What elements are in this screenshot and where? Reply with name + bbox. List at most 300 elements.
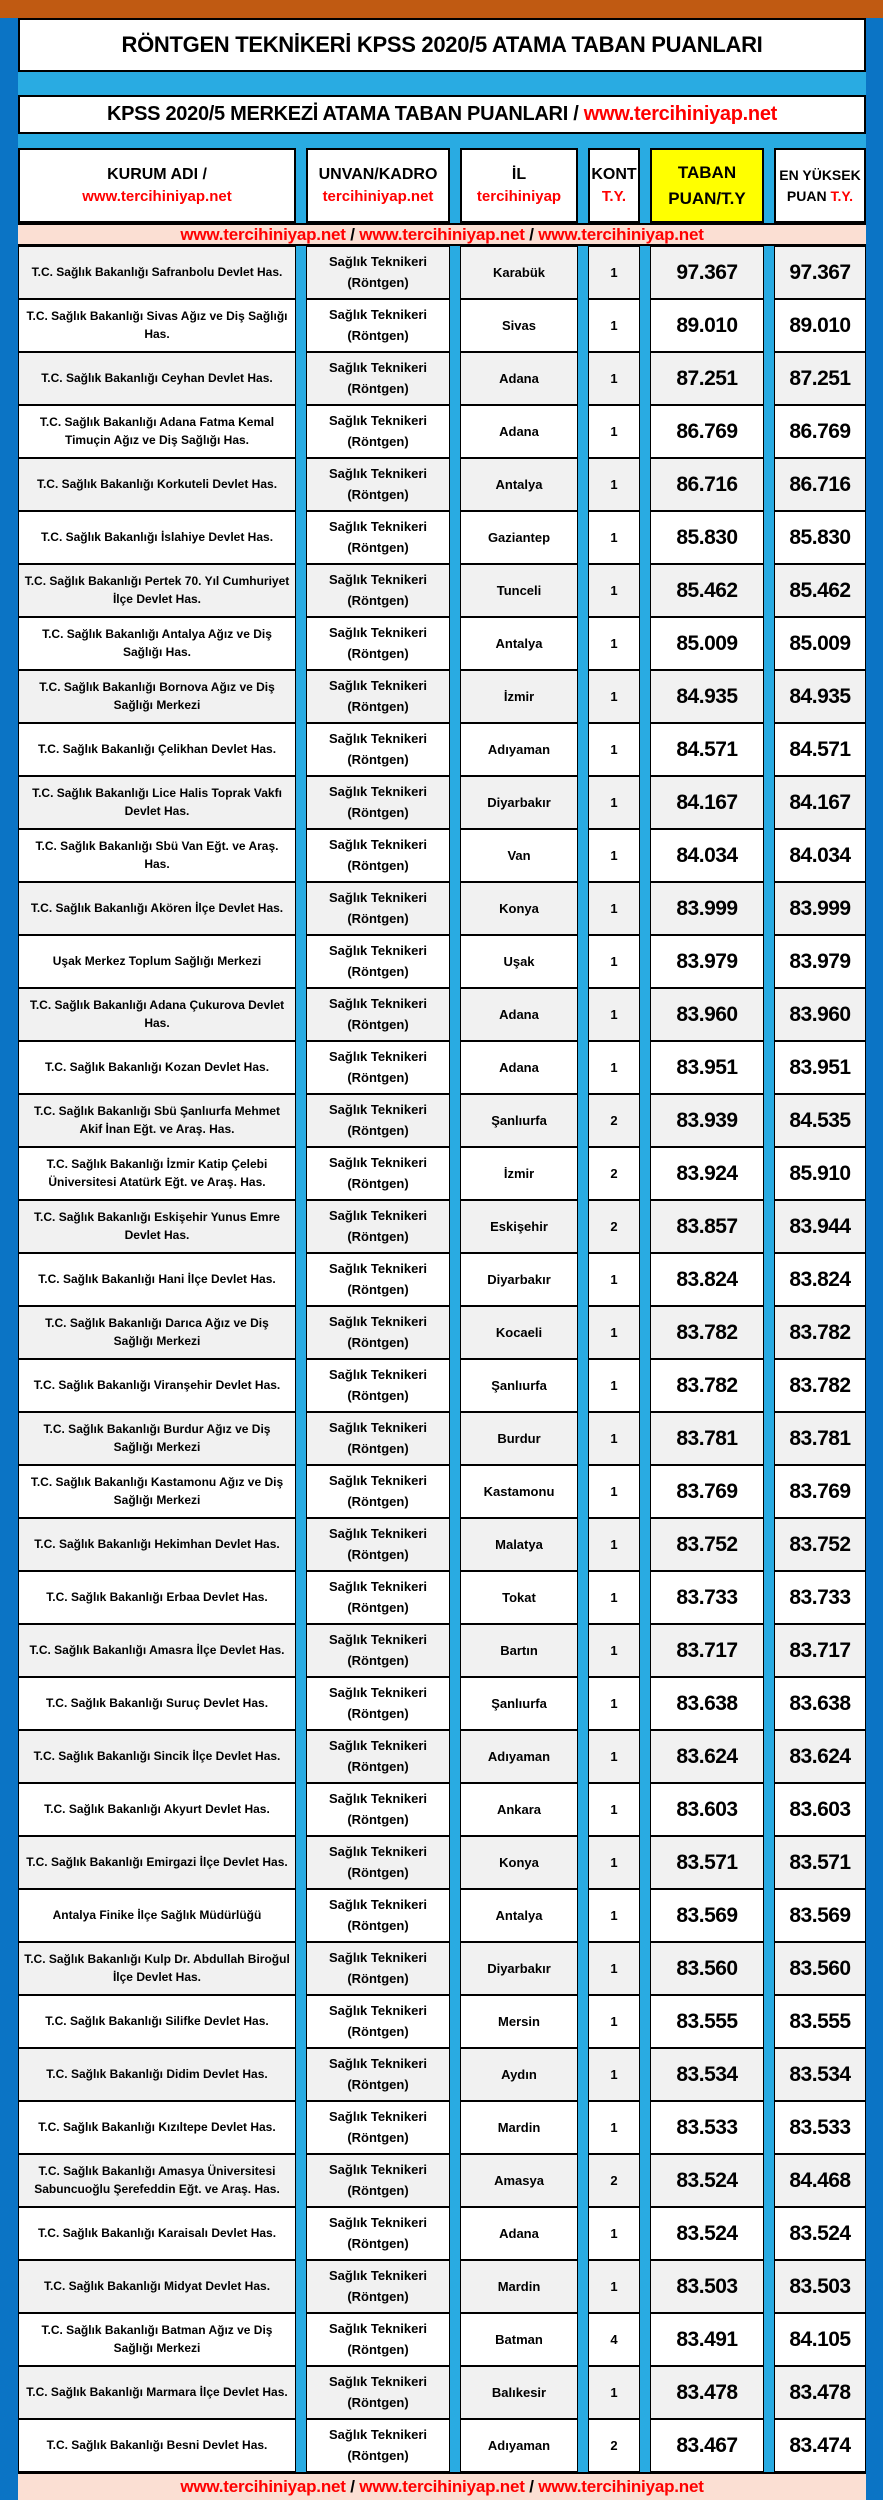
header-il [460, 148, 578, 223]
il-cell: Eskişehir [460, 1200, 578, 1253]
en-yuksek-puan-cell: 84.167 [774, 776, 866, 829]
kurum-cell: Uşak Merkez Toplum Sağlığı Merkezi [18, 935, 296, 988]
unvan-line1: Sağlık Teknikeri [328, 1102, 428, 1118]
kurum-cell: T.C. Sağlık Bakanlığı Hekimhan Devlet Has. [18, 1518, 296, 1571]
kont-cell: 1 [588, 1730, 640, 1783]
taban-puan-cell: 83.781 [650, 1412, 764, 1465]
unvan-cell [306, 511, 450, 564]
header-kont-ty: T.Y. [601, 188, 627, 206]
kurum-cell: T.C. Sağlık Bakanlığı Suruç Devlet Has. [18, 1677, 296, 1730]
unvan-cell [306, 1942, 450, 1995]
il-cell: Antalya [460, 1889, 578, 1942]
unvan-line2: (Röntgen) [347, 539, 409, 555]
taban-puan-cell: 83.571 [650, 1836, 764, 1889]
unvan-line2: (Röntgen) [347, 327, 409, 343]
unvan-cell [306, 564, 450, 617]
kurum-cell: T.C. Sağlık Bakanlığı Kızıltepe Devlet Has. [18, 2101, 296, 2154]
kurum-cell: T.C. Sağlık Bakanlığı Batman Ağız ve Diş Sağlığı Merkezi [18, 2313, 296, 2366]
unvan-line1: Sağlık Teknikeri [328, 1897, 428, 1913]
unvan-line1: Sağlık Teknikeri [328, 2374, 428, 2390]
kont-cell: 1 [588, 1571, 640, 1624]
unvan-line2: (Röntgen) [347, 2129, 409, 2145]
unvan-cell [306, 352, 450, 405]
table-row [18, 670, 866, 723]
taban-puan-cell: 86.769 [650, 405, 764, 458]
en-yuksek-puan-cell: 83.717 [774, 1624, 866, 1677]
table-row [18, 1995, 866, 2048]
il-cell: Uşak [460, 935, 578, 988]
kurum-cell: T.C. Sağlık Bakanlığı Amasya Üniversitesi Sabuncuoğlu Şerefeddin Eğt. ve Araş. Has. [18, 2154, 296, 2207]
en-yuksek-puan-cell: 87.251 [774, 352, 866, 405]
unvan-line1: Sağlık Teknikeri [328, 1844, 428, 1860]
taban-puan-cell: 85.462 [650, 564, 764, 617]
table-row [18, 246, 866, 299]
il-cell: Gaziantep [460, 511, 578, 564]
table-row [18, 1200, 866, 1253]
unvan-line1: Sağlık Teknikeri [328, 307, 428, 323]
unvan-line1: Sağlık Teknikeri [328, 784, 428, 800]
kurum-cell: T.C. Sağlık Bakanlığı Ceyhan Devlet Has. [18, 352, 296, 405]
il-cell: Mardin [460, 2101, 578, 2154]
unvan-line2: (Röntgen) [347, 1334, 409, 1350]
kurum-cell: T.C. Sağlık Bakanlığı Akyurt Devlet Has. [18, 1783, 296, 1836]
taban-puan-cell: 84.935 [650, 670, 764, 723]
taban-puan-cell: 84.034 [650, 829, 764, 882]
il-cell: İzmir [460, 670, 578, 723]
unvan-cell [306, 1677, 450, 1730]
unvan-line1: Sağlık Teknikeri [328, 1420, 428, 1436]
en-yuksek-puan-cell: 85.462 [774, 564, 866, 617]
subtitle-link[interactable]: www.tercihiniyap.net [583, 103, 778, 125]
left-blue-border [0, 18, 18, 2500]
unvan-line1: Sağlık Teknikeri [328, 1261, 428, 1277]
unvan-line1: Sağlık Teknikeri [328, 360, 428, 376]
kurum-cell: T.C. Sağlık Bakanlığı Lice Halis Toprak Vakfı Devlet Has. [18, 776, 296, 829]
table-row [18, 1677, 866, 1730]
en-yuksek-puan-cell: 83.979 [774, 935, 866, 988]
en-yuksek-puan-cell: 83.769 [774, 1465, 866, 1518]
kont-cell: 1 [588, 1783, 640, 1836]
taban-puan-cell: 83.951 [650, 1041, 764, 1094]
unvan-cell [306, 1624, 450, 1677]
kont-cell: 1 [588, 511, 640, 564]
url-bar-top [18, 223, 866, 246]
taban-puan-cell: 87.251 [650, 352, 764, 405]
en-yuksek-puan-cell: 85.830 [774, 511, 866, 564]
taban-puan-cell: 83.769 [650, 1465, 764, 1518]
url-link-3[interactable]: www.tercihiniyap.net [538, 224, 704, 244]
unvan-cell [306, 1889, 450, 1942]
taban-puan-cell: 83.924 [650, 1147, 764, 1200]
taban-puan-cell: 83.524 [650, 2207, 764, 2260]
unvan-line1: Sağlık Teknikeri [328, 2056, 428, 2072]
il-cell: Şanlıurfa [460, 1677, 578, 1730]
il-cell: Burdur [460, 1412, 578, 1465]
url-link-1[interactable]: www.tercihiniyap.net [180, 224, 346, 244]
taban-puan-cell: 83.960 [650, 988, 764, 1041]
table-row [18, 405, 866, 458]
kurum-cell: T.C. Sağlık Bakanlığı İzmir Katip Çelebi Üniversitesi Atatürk Eğt. ve Araş. Has. [18, 1147, 296, 1200]
kurum-cell: T.C. Sağlık Bakanlığı Hani İlçe Devlet Has. [18, 1253, 296, 1306]
unvan-line1: Sağlık Teknikeri [328, 943, 428, 959]
kurum-cell: T.C. Sağlık Bakanlığı Amasra İlçe Devlet Has. [18, 1624, 296, 1677]
header-kurum-link[interactable]: www.tercihiniyap.net [82, 188, 232, 206]
kurum-cell: T.C. Sağlık Bakanlığı Adana Çukurova Devlet Has. [18, 988, 296, 1041]
unvan-line1: Sağlık Teknikeri [328, 1526, 428, 1542]
il-cell: Antalya [460, 458, 578, 511]
header-yuksek-puan: PUAN [786, 187, 831, 204]
page-title: RÖNTGEN TEKNİKERİ KPSS 2020/5 ATAMA TABAN PUANLARI [18, 18, 866, 72]
unvan-line2: (Röntgen) [347, 1069, 409, 1085]
kurum-cell: T.C. Sağlık Bakanlığı Emirgazi İlçe Devlet Has. [18, 1836, 296, 1889]
kont-cell: 2 [588, 1094, 640, 1147]
header-il-label: İL [511, 166, 527, 184]
unvan-line1: Sağlık Teknikeri [328, 1685, 428, 1701]
unvan-line2: (Röntgen) [347, 1599, 409, 1615]
kont-cell: 1 [588, 1306, 640, 1359]
taban-puan-cell: 83.979 [650, 935, 764, 988]
table-row [18, 829, 866, 882]
unvan-line1: Sağlık Teknikeri [328, 1314, 428, 1330]
unvan-cell [306, 988, 450, 1041]
taban-puan-cell: 86.716 [650, 458, 764, 511]
kurum-cell: T.C. Sağlık Bakanlığı Kastamonu Ağız ve Diş Sağlığı Merkezi [18, 1465, 296, 1518]
url-separator-2: / [524, 224, 539, 244]
kurum-cell: T.C. Sağlık Bakanlığı Kozan Devlet Has. [18, 1041, 296, 1094]
table-row [18, 1571, 866, 1624]
unvan-line2: (Röntgen) [347, 2235, 409, 2251]
table-row [18, 723, 866, 776]
kont-cell: 1 [588, 1889, 640, 1942]
unvan-line1: Sağlık Teknikeri [328, 2215, 428, 2231]
taban-puan-cell: 83.939 [650, 1094, 764, 1147]
en-yuksek-puan-cell: 83.555 [774, 1995, 866, 2048]
kont-cell: 2 [588, 1200, 640, 1253]
blue-strip-middle [18, 134, 866, 148]
kurum-cell: T.C. Sağlık Bakanlığı Akören İlçe Devlet Has. [18, 882, 296, 935]
unvan-cell [306, 1730, 450, 1783]
il-cell: Ankara [460, 1783, 578, 1836]
en-yuksek-puan-cell: 84.105 [774, 2313, 866, 2366]
unvan-line2: (Röntgen) [347, 1493, 409, 1509]
taban-puan-cell: 85.009 [650, 617, 764, 670]
unvan-cell [306, 458, 450, 511]
unvan-line1: Sağlık Teknikeri [328, 837, 428, 853]
taban-puan-cell: 83.555 [650, 1995, 764, 2048]
taban-puan-cell: 83.717 [650, 1624, 764, 1677]
unvan-line2: (Röntgen) [347, 1122, 409, 1138]
unvan-line2: (Röntgen) [347, 751, 409, 767]
taban-puan-cell: 83.624 [650, 1730, 764, 1783]
taban-puan-cell: 85.830 [650, 511, 764, 564]
kont-cell: 1 [588, 405, 640, 458]
table-row [18, 1889, 866, 1942]
table-row [18, 511, 866, 564]
unvan-cell [306, 1200, 450, 1253]
table-row [18, 2048, 866, 2101]
il-cell: Karabük [460, 246, 578, 299]
unvan-line1: Sağlık Teknikeri [328, 2427, 428, 2443]
kont-cell: 2 [588, 2154, 640, 2207]
table-row [18, 1253, 866, 1306]
unvan-cell [306, 2207, 450, 2260]
il-cell: Van [460, 829, 578, 882]
il-cell: Adana [460, 988, 578, 1041]
unvan-line1: Sağlık Teknikeri [328, 2321, 428, 2337]
unvan-cell [306, 829, 450, 882]
unvan-line2: (Röntgen) [347, 1175, 409, 1191]
url-separator-4: / [524, 2477, 539, 2496]
unvan-line1: Sağlık Teknikeri [328, 2268, 428, 2284]
url-link-4[interactable]: www.tercihiniyap.net [180, 2477, 346, 2496]
unvan-line1: Sağlık Teknikeri [328, 731, 428, 747]
header-kont-label: KONT [591, 166, 637, 184]
table-row [18, 1359, 866, 1412]
unvan-line2: (Röntgen) [347, 274, 409, 290]
unvan-cell [306, 935, 450, 988]
il-cell: Diyarbakır [460, 776, 578, 829]
il-cell: Sivas [460, 299, 578, 352]
taban-puan-cell: 83.534 [650, 2048, 764, 2101]
en-yuksek-puan-cell: 86.769 [774, 405, 866, 458]
kurum-cell: T.C. Sağlık Bakanlığı Antalya Ağız ve Diş Sağlığı Has. [18, 617, 296, 670]
unvan-cell [306, 1995, 450, 2048]
en-yuksek-puan-cell: 83.560 [774, 1942, 866, 1995]
unvan-line1: Sağlık Teknikeri [328, 413, 428, 429]
en-yuksek-puan-cell: 84.034 [774, 829, 866, 882]
unvan-cell [306, 1094, 450, 1147]
il-cell: Tunceli [460, 564, 578, 617]
unvan-line1: Sağlık Teknikeri [328, 2109, 428, 2125]
taban-puan-cell: 83.638 [650, 1677, 764, 1730]
table-row [18, 2419, 866, 2472]
unvan-line1: Sağlık Teknikeri [328, 2162, 428, 2178]
en-yuksek-puan-cell: 83.960 [774, 988, 866, 1041]
kont-cell: 4 [588, 2313, 640, 2366]
unvan-cell [306, 1306, 450, 1359]
unvan-cell [306, 882, 450, 935]
kont-cell: 1 [588, 1465, 640, 1518]
il-cell: Adana [460, 1041, 578, 1094]
unvan-line2: (Röntgen) [347, 1440, 409, 1456]
kurum-cell: T.C. Sağlık Bakanlığı Bornova Ağız ve Diş Sağlığı Merkezi [18, 670, 296, 723]
table-row [18, 617, 866, 670]
en-yuksek-puan-cell: 86.716 [774, 458, 866, 511]
kont-cell: 1 [588, 988, 640, 1041]
kurum-cell: T.C. Sağlık Bakanlığı Sbü Şanlıurfa Mehmet Akif İnan Eğt. ve Araş. Has. [18, 1094, 296, 1147]
taban-puan-cell: 97.367 [650, 246, 764, 299]
unvan-cell [306, 617, 450, 670]
unvan-line2: (Röntgen) [347, 1758, 409, 1774]
unvan-line1: Sağlık Teknikeri [328, 1579, 428, 1595]
url-link-2[interactable]: www.tercihiniyap.net [359, 224, 525, 244]
kont-cell: 1 [588, 723, 640, 776]
unvan-line2: (Röntgen) [347, 2076, 409, 2092]
unvan-line2: (Röntgen) [347, 2023, 409, 2039]
unvan-line1: Sağlık Teknikeri [328, 1791, 428, 1807]
unvan-line1: Sağlık Teknikeri [328, 1155, 428, 1171]
unvan-line2: (Röntgen) [347, 2447, 409, 2463]
unvan-line1: Sağlık Teknikeri [328, 1738, 428, 1754]
unvan-cell [306, 776, 450, 829]
taban-puan-cell: 83.478 [650, 2366, 764, 2419]
kont-cell: 1 [588, 1836, 640, 1889]
table-row [18, 2366, 866, 2419]
header-kurum-label: KURUM ADI / [107, 166, 207, 184]
unvan-line2: (Röntgen) [347, 910, 409, 926]
kurum-cell: T.C. Sağlık Bakanlığı Adana Fatma Kemal Timuçin Ağız ve Diş Sağlığı Has. [18, 405, 296, 458]
il-cell: Adıyaman [460, 1730, 578, 1783]
kont-cell: 1 [588, 299, 640, 352]
unvan-cell [306, 1041, 450, 1094]
taban-puan-cell: 83.491 [650, 2313, 764, 2366]
unvan-line1: Sağlık Teknikeri [328, 1208, 428, 1224]
header-il-link[interactable]: tercihiniyap [476, 188, 562, 206]
unvan-line2: (Röntgen) [347, 645, 409, 661]
taban-puan-cell: 83.999 [650, 882, 764, 935]
kurum-cell: T.C. Sağlık Bakanlığı Eskişehir Yunus Emre Devlet Has. [18, 1200, 296, 1253]
kont-cell: 2 [588, 2419, 640, 2472]
kont-cell: 1 [588, 1677, 640, 1730]
il-cell: Aydın [460, 2048, 578, 2101]
kurum-cell: T.C. Sağlık Bakanlığı İslahiye Devlet Has. [18, 511, 296, 564]
unvan-line1: Sağlık Teknikeri [328, 572, 428, 588]
il-cell: Adana [460, 2207, 578, 2260]
en-yuksek-puan-cell: 83.533 [774, 2101, 866, 2154]
en-yuksek-puan-cell: 83.782 [774, 1306, 866, 1359]
url-link-5[interactable]: www.tercihiniyap.net [359, 2477, 525, 2496]
unvan-line2: (Röntgen) [347, 1016, 409, 1032]
right-blue-border [866, 18, 883, 2500]
il-cell: Amasya [460, 2154, 578, 2207]
kont-cell: 1 [588, 935, 640, 988]
url-link-6[interactable]: www.tercihiniyap.net [538, 2477, 704, 2496]
en-yuksek-puan-cell: 83.478 [774, 2366, 866, 2419]
unvan-cell [306, 2260, 450, 2313]
kurum-cell: Antalya Finike İlçe Sağlık Müdürlüğü [18, 1889, 296, 1942]
header-yuksek-ty: T.Y. [830, 187, 854, 204]
en-yuksek-puan-cell: 83.534 [774, 2048, 866, 2101]
table-row [18, 1836, 866, 1889]
kont-cell: 1 [588, 882, 640, 935]
table-row [18, 776, 866, 829]
table-row [18, 2260, 866, 2313]
en-yuksek-puan-cell: 84.468 [774, 2154, 866, 2207]
table-row [18, 1783, 866, 1836]
il-cell: Bartın [460, 1624, 578, 1677]
unvan-line2: (Röntgen) [347, 1917, 409, 1933]
il-cell: Konya [460, 1836, 578, 1889]
unvan-line2: (Röntgen) [347, 857, 409, 873]
unvan-line1: Sağlık Teknikeri [328, 1049, 428, 1065]
kurum-cell: T.C. Sağlık Bakanlığı Viranşehir Devlet Has. [18, 1359, 296, 1412]
header-yuksek-line1: EN YÜKSEK [779, 167, 861, 184]
unvan-cell [306, 1518, 450, 1571]
taban-puan-cell: 83.824 [650, 1253, 764, 1306]
taban-puan-cell: 89.010 [650, 299, 764, 352]
il-cell: Adana [460, 405, 578, 458]
il-cell: Konya [460, 882, 578, 935]
unvan-line2: (Röntgen) [347, 2288, 409, 2304]
unvan-line1: Sağlık Teknikeri [328, 1950, 428, 1966]
il-cell: İzmir [460, 1147, 578, 1200]
unvan-cell [306, 723, 450, 776]
table-row [18, 988, 866, 1041]
kont-cell: 2 [588, 1147, 640, 1200]
unvan-cell [306, 2419, 450, 2472]
taban-puan-cell: 83.467 [650, 2419, 764, 2472]
unvan-line2: (Röntgen) [347, 1705, 409, 1721]
kont-cell: 1 [588, 246, 640, 299]
unvan-line2: (Röntgen) [347, 1811, 409, 1827]
table-row [18, 1942, 866, 1995]
en-yuksek-puan-cell: 85.009 [774, 617, 866, 670]
unvan-cell [306, 2313, 450, 2366]
kont-cell: 1 [588, 617, 640, 670]
il-cell: Mardin [460, 2260, 578, 2313]
unvan-cell [306, 1783, 450, 1836]
taban-puan-cell: 83.782 [650, 1306, 764, 1359]
en-yuksek-puan-cell: 84.571 [774, 723, 866, 776]
kurum-cell: T.C. Sağlık Bakanlığı Darıca Ağız ve Diş Sağlığı Merkezi [18, 1306, 296, 1359]
blue-strip-top [18, 72, 866, 95]
unvan-cell [306, 2048, 450, 2101]
taban-puan-cell: 83.524 [650, 2154, 764, 2207]
unvan-cell [306, 246, 450, 299]
header-unvan-link[interactable]: tercihiniyap.net [322, 188, 434, 206]
en-yuksek-puan-cell: 83.524 [774, 2207, 866, 2260]
en-yuksek-puan-cell: 83.474 [774, 2419, 866, 2472]
header-taban-line1: TABAN [677, 163, 737, 182]
kont-cell: 1 [588, 2048, 640, 2101]
table-row [18, 1465, 866, 1518]
kont-cell: 1 [588, 670, 640, 723]
il-cell: Malatya [460, 1518, 578, 1571]
taban-puan-cell: 83.533 [650, 2101, 764, 2154]
unvan-cell [306, 1147, 450, 1200]
kurum-cell: T.C. Sağlık Bakanlığı Çelikhan Devlet Has. [18, 723, 296, 776]
taban-puan-cell: 83.782 [650, 1359, 764, 1412]
taban-puan-cell: 83.560 [650, 1942, 764, 1995]
unvan-line2: (Röntgen) [347, 433, 409, 449]
en-yuksek-puan-cell: 83.781 [774, 1412, 866, 1465]
table-row [18, 1094, 866, 1147]
header-unvan [306, 148, 450, 223]
en-yuksek-puan-cell: 83.733 [774, 1571, 866, 1624]
il-cell: Diyarbakır [460, 1253, 578, 1306]
header-taban-line2: PUAN/T.Y [668, 188, 746, 208]
unvan-cell [306, 1836, 450, 1889]
unvan-line2: (Röntgen) [347, 486, 409, 502]
taban-puan-cell: 83.857 [650, 1200, 764, 1253]
kont-cell: 1 [588, 1359, 640, 1412]
il-cell: Adana [460, 352, 578, 405]
kurum-cell: T.C. Sağlık Bakanlığı Korkuteli Devlet Has. [18, 458, 296, 511]
unvan-line1: Sağlık Teknikeri [328, 2003, 428, 2019]
kurum-cell: T.C. Sağlık Bakanlığı Midyat Devlet Has. [18, 2260, 296, 2313]
il-cell: Diyarbakır [460, 1942, 578, 1995]
il-cell: Batman [460, 2313, 578, 2366]
unvan-line2: (Röntgen) [347, 1546, 409, 1562]
table-row [18, 299, 866, 352]
header-unvan-label: UNVAN/KADRO [318, 166, 438, 184]
il-cell: Mersin [460, 1995, 578, 2048]
table-row [18, 1412, 866, 1465]
table-row [18, 1147, 866, 1200]
table-row [18, 458, 866, 511]
kont-cell: 1 [588, 1041, 640, 1094]
en-yuksek-puan-cell: 85.910 [774, 1147, 866, 1200]
